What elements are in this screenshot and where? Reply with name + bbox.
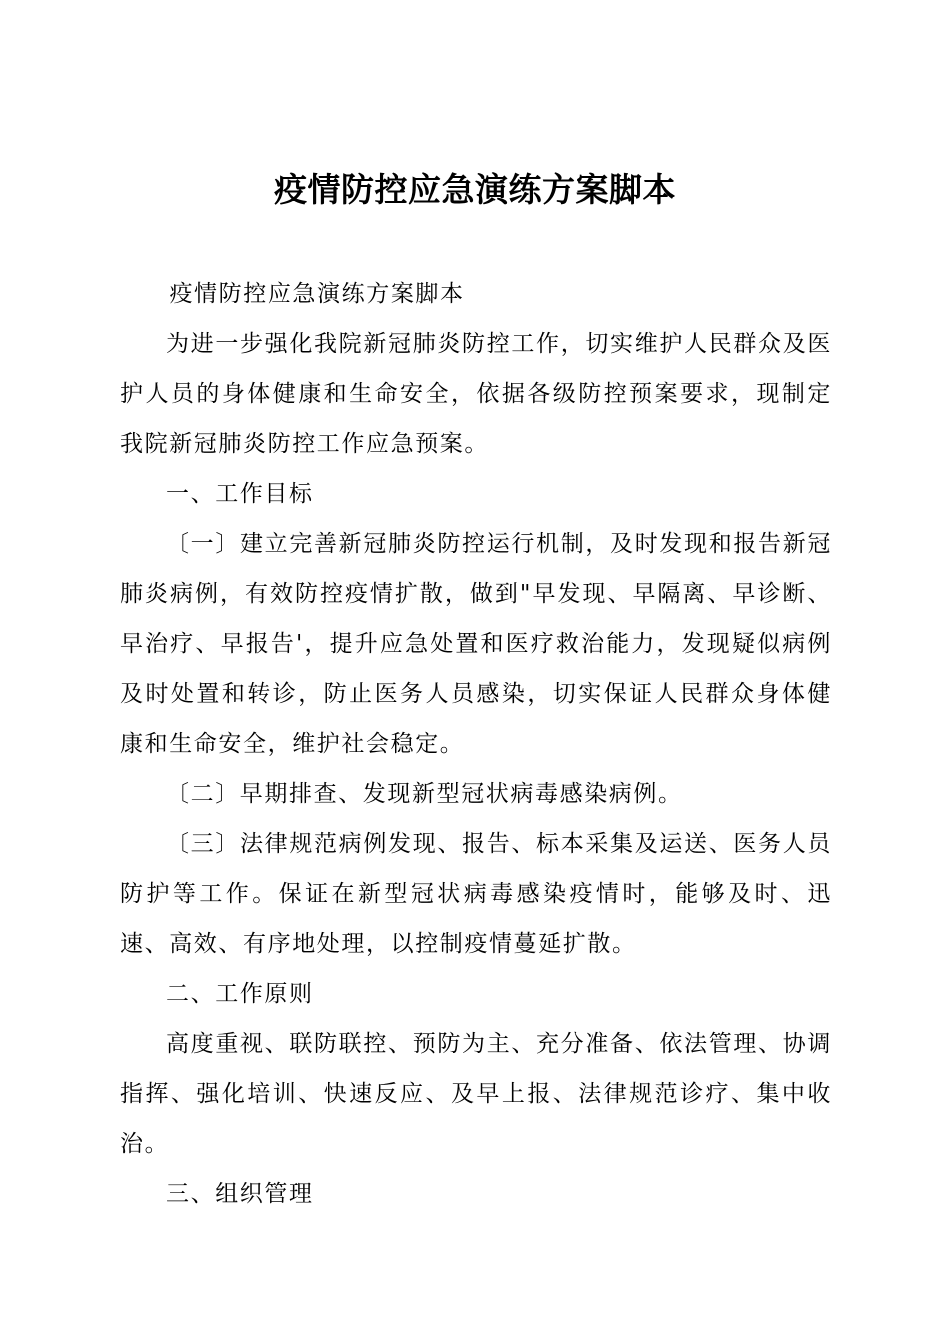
goal-item-3: 〔三〕法律规范病例发现、报告、标本采集及运送、医务人员防护等工作。保证在新型冠状病毒感染疫情时，能够及时、迅速、高效、有序地处理，以控制疫情蔓延扩散。 [120, 831, 832, 957]
document-title: 疫情防控应急演练方案脚本 [274, 170, 676, 210]
subtitle-paragraph: 疫情防控应急演练方案脚本 [169, 281, 465, 307]
section-heading-goals: 一、工作目标 [166, 481, 314, 507]
section-heading-organization: 三、组织管理 [166, 1181, 314, 1207]
section-heading-principles: 二、工作原则 [166, 981, 314, 1007]
goal-item-2: 〔二〕早期排查、发现新型冠状病毒感染病例。 [166, 781, 683, 807]
intro-paragraph: 为进一步强化我院新冠肺炎防控工作，切实维护人民群众及医护人员的身体健康和生命安全，依据各级防控预案要求，现制定我院新冠肺炎防控工作应急预案。 [120, 331, 832, 457]
document-body [120, 269, 832, 1219]
principles-paragraph: 高度重视、联防联控、预防为主、充分准备、依法管理、协调指挥、强化培训、快速反应、及早上报、法律规范诊疗、集中收治。 [120, 1031, 832, 1157]
goal-item-1: 〔一〕建立完善新冠肺炎防控运行机制，及时发现和报告新冠肺炎病例，有效防控疫情扩散，做到"早发现、早隔离、早诊断、早治疗、早报告'，提升应急处置和医疗救治能力，发现疑似病例及时处置和转诊，防止医务人员感染，切实保证人民群众身体健康和生命安全，维护社会稳定。 [120, 531, 832, 757]
